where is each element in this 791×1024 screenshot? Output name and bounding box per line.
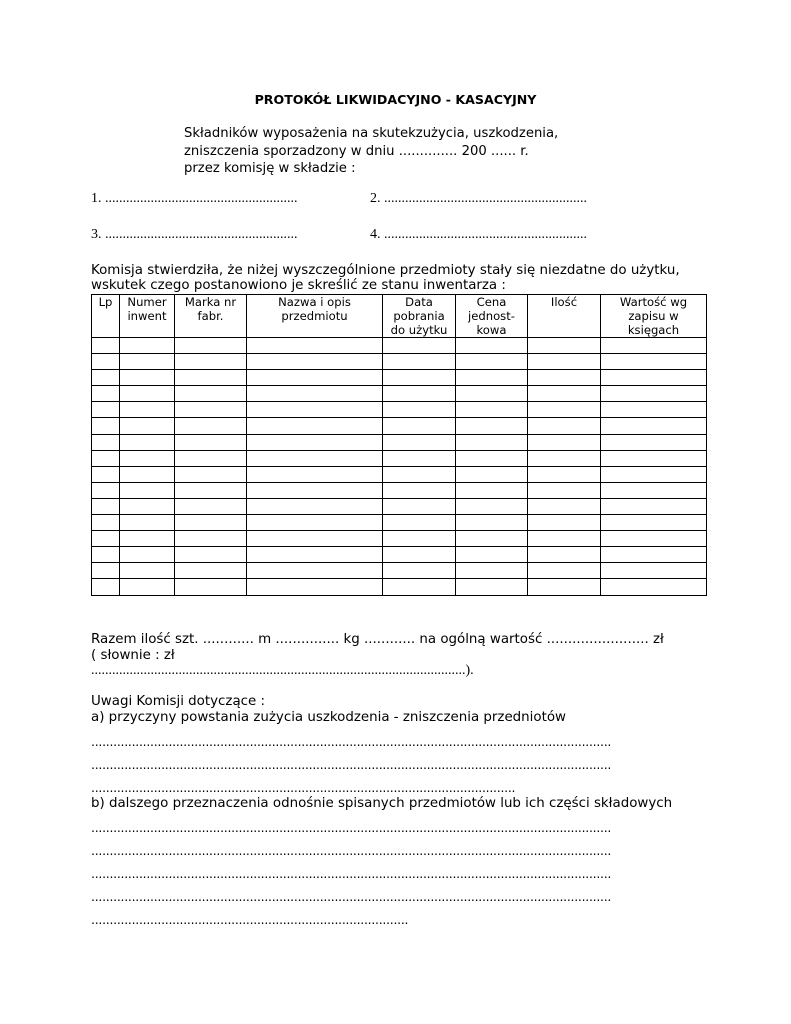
column-header-number [120, 295, 175, 338]
table-cell [247, 418, 383, 434]
table-cell [120, 531, 175, 547]
remarks-b-line: ............................................................................................................................................. [91, 843, 612, 858]
header-line: przedmiotu [281, 309, 348, 323]
table-cell [120, 498, 175, 514]
table-row [92, 338, 707, 354]
table-row [92, 370, 707, 386]
table-cell [528, 579, 601, 595]
table-cell [120, 547, 175, 563]
table-cell [383, 338, 456, 354]
table-row [92, 531, 707, 547]
table-cell [528, 450, 601, 466]
header-line: zapisu w [628, 309, 679, 323]
table-cell [175, 531, 247, 547]
table-cell [175, 547, 247, 563]
table-cell [92, 498, 120, 514]
table-cell [175, 402, 247, 418]
header-line: Data [405, 295, 433, 309]
header-line: Nazwa i opis [278, 295, 351, 309]
table-cell [383, 370, 456, 386]
table-cell [247, 402, 383, 418]
table-cell [528, 547, 601, 563]
table-body [92, 338, 707, 596]
table-cell [528, 370, 601, 386]
remarks-a-line: ............................................................................................................................................. [91, 757, 612, 772]
words-label: ( słownie : zł [91, 648, 175, 663]
table-cell [456, 482, 528, 498]
table-cell [383, 386, 456, 402]
remarks-b-line: ............................................................................................................................................. [91, 866, 612, 881]
table-cell [120, 418, 175, 434]
header-line: Wartość wg [619, 295, 688, 309]
table-cell [601, 579, 707, 595]
table-cell [92, 466, 120, 482]
table-cell [247, 547, 383, 563]
header-line: Marka nr [184, 295, 237, 309]
table-cell [175, 450, 247, 466]
table-cell [175, 466, 247, 482]
table-cell [456, 418, 528, 434]
header-line: Ilość [550, 295, 578, 309]
table-cell [383, 482, 456, 498]
table-cell [456, 370, 528, 386]
table-cell [456, 434, 528, 450]
page-title: PROTOKÓŁ LIKWIDACYJNO - KASACYJNY [254, 92, 537, 107]
column-header-lp [92, 295, 120, 338]
table-cell [601, 466, 707, 482]
table-cell [528, 466, 601, 482]
table-cell [456, 579, 528, 595]
remarks-b-line: ............................................................................................................................................. [91, 820, 612, 835]
table-cell [92, 450, 120, 466]
table-cell [247, 450, 383, 466]
table-cell [92, 547, 120, 563]
commission-member-4: 4. .......................................................... [370, 227, 587, 242]
table-cell [383, 450, 456, 466]
table-row [92, 466, 707, 482]
table-cell [247, 338, 383, 354]
table-cell [120, 402, 175, 418]
table-cell [247, 563, 383, 579]
remarks-b-line: ............................................................................................................................................. [91, 889, 612, 904]
intro-text [184, 125, 604, 178]
table-cell [601, 515, 707, 531]
table-row [92, 498, 707, 514]
table-row [92, 579, 707, 595]
table-cell [92, 482, 120, 498]
table-cell [601, 450, 707, 466]
table-cell [383, 579, 456, 595]
column-header-value [601, 295, 707, 338]
table-cell [601, 402, 707, 418]
table-header-row [92, 295, 707, 338]
table-row [92, 402, 707, 418]
header-line: kowa [476, 323, 507, 337]
column-header-date [383, 295, 456, 338]
table-cell [528, 515, 601, 531]
header-line: księgach [627, 323, 680, 337]
column-header-unit-price [456, 295, 528, 338]
table-cell [383, 354, 456, 370]
table-cell [120, 370, 175, 386]
table-cell [528, 434, 601, 450]
column-header-name [247, 295, 383, 338]
table-cell [528, 563, 601, 579]
table-cell [383, 498, 456, 514]
table-cell [247, 354, 383, 370]
table-cell [383, 563, 456, 579]
table-cell [120, 466, 175, 482]
table-cell [456, 547, 528, 563]
table-cell [92, 515, 120, 531]
table-row [92, 354, 707, 370]
statement-line: wskutek czego postanowiono je skreślić ze stanu inwentarza : [91, 278, 506, 293]
table-cell [456, 563, 528, 579]
table-row [92, 515, 707, 531]
table-cell [456, 354, 528, 370]
table-cell [247, 482, 383, 498]
header-line: Numer [127, 295, 167, 309]
table-row [92, 418, 707, 434]
commission-member-2: 2. .......................................................... [370, 191, 587, 206]
header-line: do użytku [390, 323, 448, 337]
table-cell [120, 482, 175, 498]
table-cell [92, 402, 120, 418]
table-cell [92, 531, 120, 547]
header-line: Cena [476, 295, 507, 309]
table-cell [92, 434, 120, 450]
items-table [91, 294, 707, 596]
table-row [92, 547, 707, 563]
table-cell [120, 338, 175, 354]
table-cell [92, 386, 120, 402]
column-header-brand [175, 295, 247, 338]
table-cell [601, 531, 707, 547]
table-cell [601, 434, 707, 450]
commission-member-3: 3. ....................................................... [91, 227, 298, 242]
table-cell [175, 434, 247, 450]
table-cell [175, 579, 247, 595]
table-cell [120, 563, 175, 579]
table-cell [456, 466, 528, 482]
table-cell [120, 450, 175, 466]
table-cell [120, 515, 175, 531]
table-cell [175, 498, 247, 514]
table-row [92, 563, 707, 579]
table-cell [92, 579, 120, 595]
table-row [92, 434, 707, 450]
table-cell [601, 418, 707, 434]
table-cell [528, 402, 601, 418]
table-cell [601, 547, 707, 563]
totals-line: Razem ilość szt. ............ m ............... kg ............ na ogólną wartość ........................ zł [91, 632, 664, 647]
table-cell [456, 450, 528, 466]
table-cell [175, 338, 247, 354]
table-cell [456, 498, 528, 514]
table-cell [383, 402, 456, 418]
table-cell [175, 354, 247, 370]
table-cell [383, 434, 456, 450]
table-cell [456, 386, 528, 402]
table-cell [383, 466, 456, 482]
statement-line: Komisja stwierdziła, że niżej wyszczególnione przedmioty stały się niezdatne do użytku, [91, 263, 680, 278]
table-cell [175, 482, 247, 498]
table-cell [601, 354, 707, 370]
table-cell [92, 370, 120, 386]
commission-member-1: 1. ....................................................... [91, 191, 298, 206]
header-line: inwent [127, 309, 167, 323]
intro-line: zniszczenia sporzadzony w dniu .............. 200 ...... r. [184, 143, 529, 159]
table-cell [247, 515, 383, 531]
table-cell [456, 531, 528, 547]
remarks-a-line: ................................................................................................................... [91, 780, 516, 795]
header-line: pobrania [393, 309, 445, 323]
table-row [92, 386, 707, 402]
table-cell [383, 547, 456, 563]
table-cell [528, 498, 601, 514]
table-cell [92, 354, 120, 370]
column-header-quantity [528, 295, 601, 338]
table-cell [247, 466, 383, 482]
table-cell [120, 386, 175, 402]
table-cell [92, 563, 120, 579]
table-row [92, 482, 707, 498]
table-cell [601, 563, 707, 579]
table-cell [247, 434, 383, 450]
table-cell [601, 338, 707, 354]
table-cell [528, 418, 601, 434]
table-cell [175, 370, 247, 386]
intro-line: przez komisję w składzie : [184, 161, 356, 176]
table-cell [456, 515, 528, 531]
table-cell [528, 386, 601, 402]
table-cell [601, 386, 707, 402]
remarks-b-line: ...................................................................................... [91, 912, 409, 927]
table-cell [175, 515, 247, 531]
table-cell [92, 418, 120, 434]
table-cell [175, 563, 247, 579]
remarks-point-a: a) przyczyny powstania zużycia uszkodzenia - zniszczenia przedniotów [91, 710, 566, 725]
table-cell [383, 515, 456, 531]
remarks-heading: Uwagi Komisji dotyczące : [91, 694, 266, 709]
table-cell [247, 531, 383, 547]
table-cell [175, 418, 247, 434]
table-cell [456, 402, 528, 418]
table-cell [247, 386, 383, 402]
table-cell [175, 386, 247, 402]
table-row [92, 450, 707, 466]
header-line: fabr. [197, 309, 224, 323]
table-cell [528, 482, 601, 498]
remarks-point-b: b) dalszego przeznaczenia odnośnie spisanych przedmiotów lub ich części składowych [91, 796, 673, 811]
table-cell [92, 338, 120, 354]
table-cell [120, 579, 175, 595]
table-cell [456, 338, 528, 354]
remarks-a-line: ............................................................................................................................................. [91, 734, 612, 749]
table-cell [601, 370, 707, 386]
intro-line: Składników wyposażenia na skutekzużycia, uszkodzenia, [184, 126, 559, 141]
table-cell [120, 354, 175, 370]
table-cell [528, 531, 601, 547]
table-cell [247, 498, 383, 514]
words-fill-line: ...........................................................................................................). [91, 663, 474, 678]
table-cell [247, 370, 383, 386]
table-cell [528, 354, 601, 370]
table-cell [601, 482, 707, 498]
table-cell [528, 338, 601, 354]
header-line: Lp [98, 295, 113, 309]
table-cell [120, 434, 175, 450]
table-cell [383, 418, 456, 434]
table-cell [247, 579, 383, 595]
header-line: jednost- [468, 309, 515, 323]
table-cell [601, 498, 707, 514]
table-cell [383, 531, 456, 547]
